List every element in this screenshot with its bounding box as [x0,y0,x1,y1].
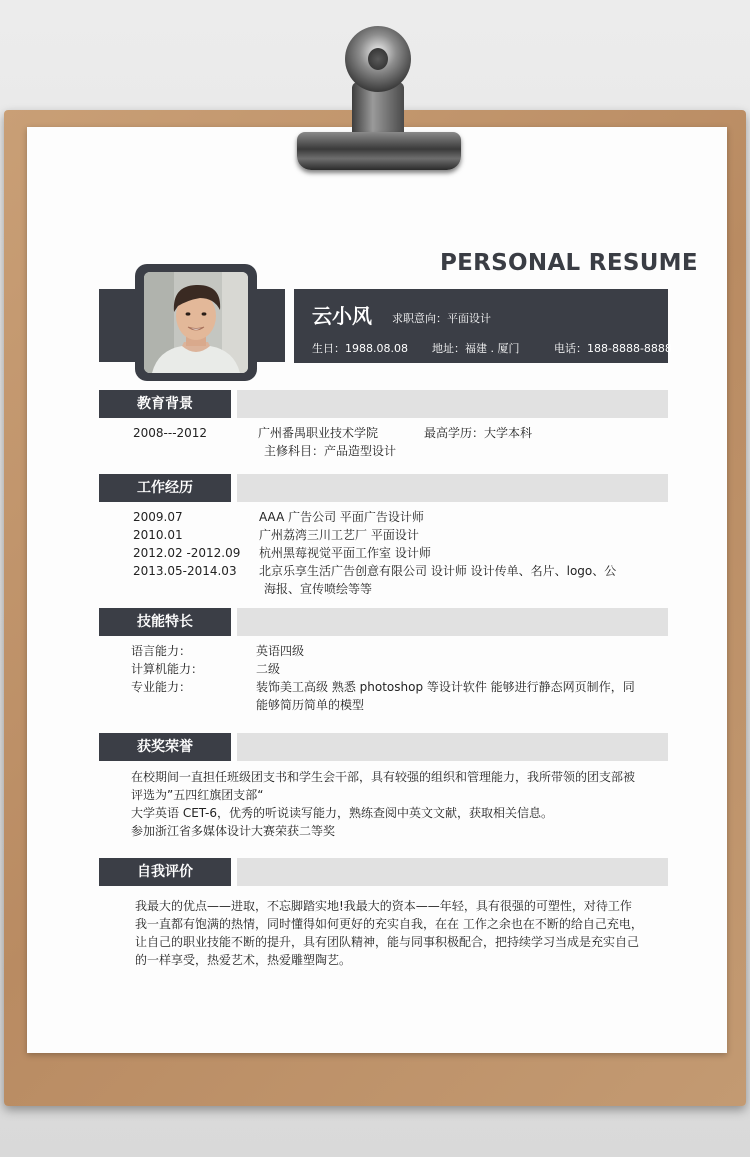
work-period: 2013.05-2014.03 [133,564,237,578]
phone: 电话：188-8888-8888 [554,342,672,355]
work-desc: 北京乐享生活广告创意有限公司 设计师 设计传单、名片、logo、公 [259,564,617,578]
work-desc: AAA 广告公司 平面广告设计师 [259,510,424,524]
self-eval-line: 我最大的优点——进取，不忘脚踏实地!我最大的资本——年轻，具有很强的可塑性，对待工作 [135,899,632,913]
section-awards-label: 获奖荣誉 [99,733,231,761]
award-line: 参加浙江省多媒体设计大赛荣获二等奖 [131,824,336,838]
work-period: 2010.01 [133,528,183,542]
section-education-strip [237,390,668,418]
section-education-label: 教育背景 [99,390,231,418]
work-desc-continued: 海报、宣传喷绘等等 [264,582,373,596]
education-school: 广州番禺职业技术学院 [258,426,379,440]
education-degree: 最高学历：大学本科 [424,426,533,440]
section-skills-strip [237,608,668,636]
award-line: 评选为”五四红旗团支部“ [131,788,264,802]
education-major: 主修科目：产品造型设计 [264,444,397,458]
skill-value-continued: 能够简历简单的模型 [256,698,365,712]
self-eval-line: 让自己的职业技能不断的提升，具有团队精神，能与同事积极配合，把持续学习当成是充实自己 [135,935,640,949]
section-skills-label: 技能特长 [99,608,231,636]
clip-hole [368,48,388,70]
avatar-portrait-icon [144,272,248,373]
education-period: 2008---2012 [133,426,208,440]
avatar [144,272,248,373]
self-eval-line: 我一直都有饱满的热情，同时懂得如何更好的充实自我，在在 工作之余也在不断的给自己充电， [135,917,643,931]
self-eval-line: 的一样享受，热爱艺术，热爱雕塑陶艺。 [135,953,352,967]
section-work-strip [237,474,668,502]
section-work-label: 工作经历 [99,474,231,502]
section-self-label: 自我评价 [99,858,231,886]
award-line: 大学英语 CET-6，优秀的听说读写能力，熟练查阅中英文文献，获取相关信息。 [131,806,553,820]
section-awards-strip [237,733,668,761]
award-line: 在校期间一直担任班级团支书和学生会干部，具有较强的组织和管理能力，我所带领的团支部被 [131,770,636,784]
skill-value: 二级 [256,662,281,676]
address: 地址：福建 . 厦门 [432,342,520,355]
binder-clip-icon [297,132,461,170]
work-period: 2012.02 -2012.09 [133,546,241,560]
skill-name: 计算机能力： [131,662,204,676]
page-title: PERSONAL RESUME [440,250,698,276]
header-info-band [294,289,672,363]
work-desc: 杭州黑莓视觉平面工作室 设计师 [259,546,431,560]
skill-value: 装饰美工高级 熟悉 photoshop 等设计软件 能够进行静态网页制作，同 [256,680,635,694]
work-period: 2009.07 [133,510,183,524]
work-desc: 广州荔湾三川工艺厂 平面设计 [259,528,419,542]
job-intent: 求职意向：平面设计 [392,312,491,325]
skill-name: 语言能力： [131,644,192,658]
section-self-strip [237,858,668,886]
skill-value: 英语四级 [256,644,305,658]
profile-name: 云小风 [312,304,372,328]
skill-name: 专业能力： [131,680,192,694]
birth-date: 生日：1988.08.08 [312,342,408,355]
